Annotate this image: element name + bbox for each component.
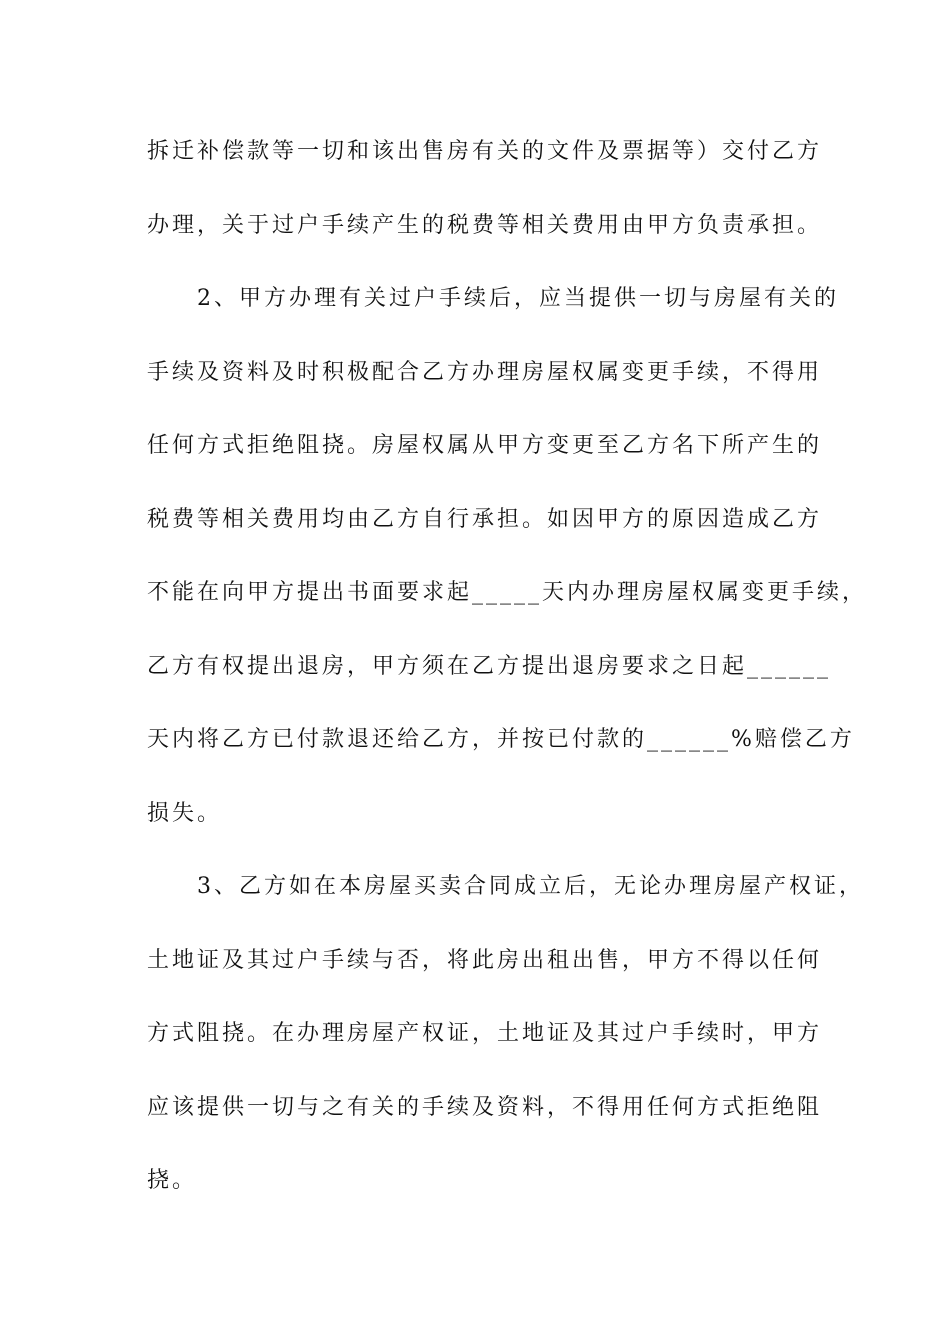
text-line: 任何方式拒绝阻挠。房屋权属从甲方变更至乙方名下所产生的 [147,433,823,458]
text-line: 拆迁补偿款等一切和该出售房有关的文件及票据等）交付乙方 [147,139,823,164]
text-line: 挠。 [147,1168,198,1193]
text-line: 税费等相关费用均由乙方自行承担。如因甲方的原因造成乙方 [147,506,823,532]
text-line: 手续及资料及时积极配合乙方办理房屋权属变更手续，不得用 [147,359,823,385]
text-line: 应该提供一切与之有关的手续及资料，不得用任何方式拒绝阻 [147,1094,823,1120]
text-line: 2、甲方办理有关过户手续后，应当提供一切与房屋有关的 [147,286,839,311]
text-line: 损失。 [147,800,223,826]
contract-text [147,128,868,1231]
text-line: 土地证及其过户手续与否，将此房出租出售，甲方不得以任何 [147,947,823,973]
text-line: 3、乙方如在本房屋买卖合同成立后，无论办理房屋产权证， [147,874,864,899]
text-line: 方式阻挠。在办理房屋产权证，土地证及其过户手续时，甲方 [147,1021,823,1046]
text-line: 乙方有权提出退房，甲方须在乙方提出退房要求之日起______ [147,653,832,679]
text-line: 天内将乙方已付款退还给乙方，并按已付款的______%赔偿乙方 [147,727,855,752]
text-line: 不能在向甲方提出书面要求起_____天内办理房屋权属变更手续， [147,580,868,605]
text-line: 办理，关于过户手续产生的税费等相关费用由甲方负责承担。 [147,212,823,238]
